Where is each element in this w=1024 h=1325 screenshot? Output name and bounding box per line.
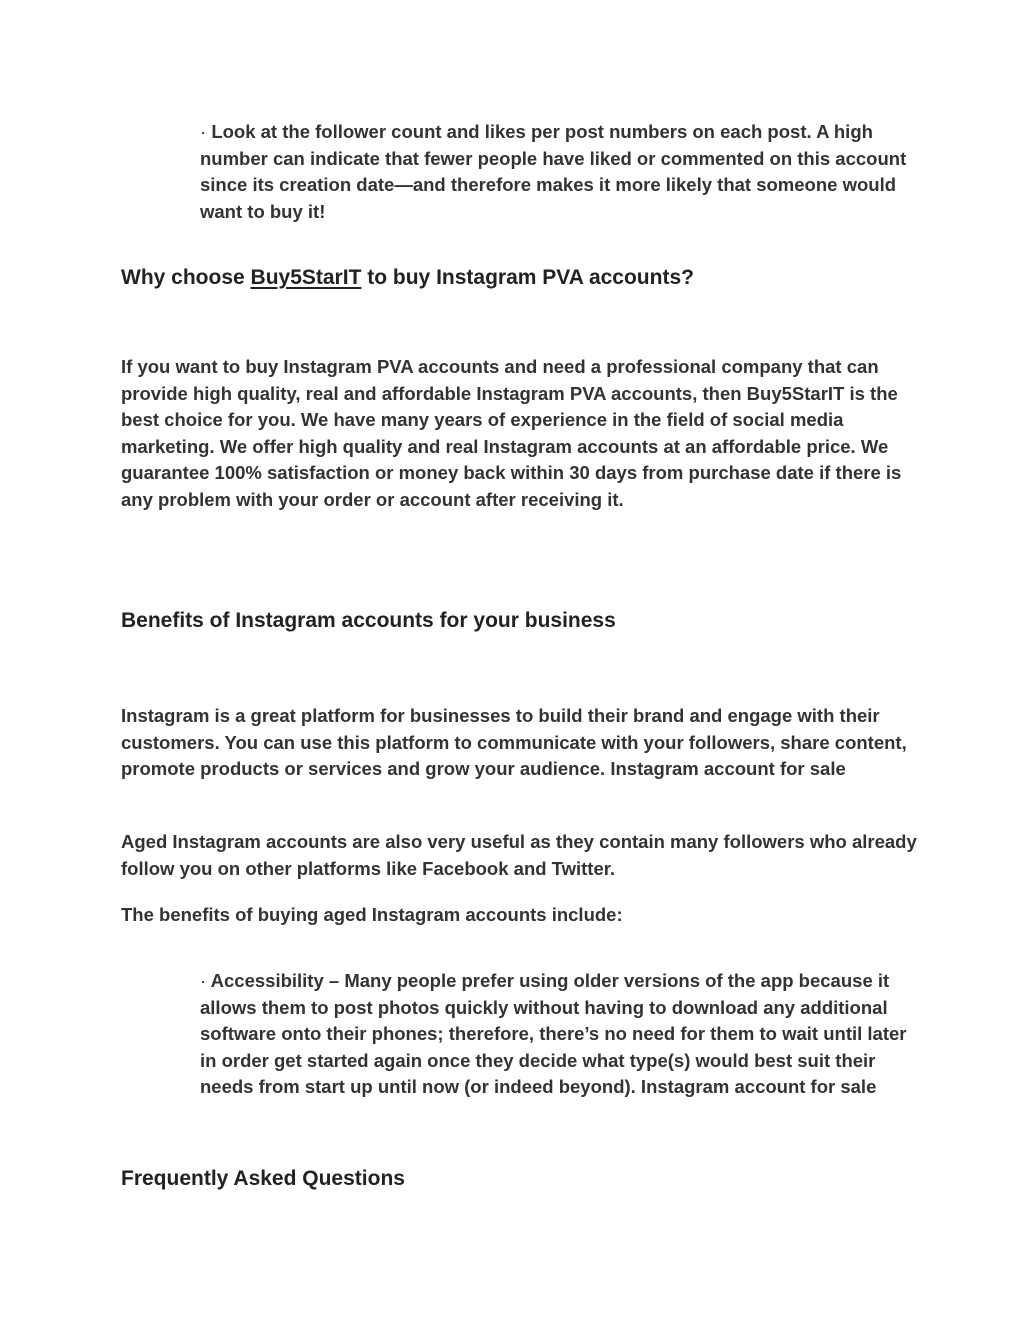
bullet-accessibility [200, 968, 920, 1101]
bullet-follower-count [200, 119, 920, 225]
paragraph-benefits-list-intro: The benefits of buying aged Instagram accounts include: [121, 904, 623, 925]
paragraph-why-choose: If you want to buy Instagram PVA accounts and need a professional company that can provide high quality, real and affordable Instagram PVA accounts, then Buy5StarIT is the best choice for you. We have many years of experience in the field of social media marketing. We offer high quality and real Instagram accounts at an affordable price. We guarantee 100% satisfaction or money back within 30 days from purchase date if there is any problem with your order or account after receiving it. [121, 356, 902, 510]
heading-faq: Frequently Asked Questions [121, 1167, 405, 1190]
bullet-marker: · [200, 970, 207, 991]
heading-benefits: Benefits of Instagram accounts for your business [121, 609, 616, 632]
bullet-text: Accessibility – Many people prefer using older versions of the app because it allows them to post photos quickly without having to download any additional software onto their phones; therefore, there’s no need for them to wait until later in order get started again once they decide what type(s) would best suit their needs from start up until now (or indeed beyond). Instagram account for sale [200, 970, 907, 1097]
heading-prefix: Why choose [121, 266, 251, 289]
paragraph-benefits-intro: Instagram is a great platform for businesses to build their brand and engage with their customers. You can use this platform to communicate with your followers, share content, promote products or services and grow your audience. Instagram account for sale [121, 705, 907, 779]
heading-why-choose [121, 264, 941, 292]
heading-suffix: to buy Instagram PVA accounts? [361, 266, 694, 289]
bullet-text: Look at the follower count and likes per post numbers on each post. A high number can indicate that fewer people have liked or commented on this account since its creation date—and therefore makes it more likely that someone would want to buy it! [200, 121, 907, 222]
bullet-marker: · [200, 121, 207, 142]
paragraph-aged-accounts: Aged Instagram accounts are also very useful as they contain many followers who already follow you on other platforms like Facebook and Twitter. [121, 831, 917, 879]
buy5starit-link[interactable]: Buy5StarIT [250, 266, 362, 289]
